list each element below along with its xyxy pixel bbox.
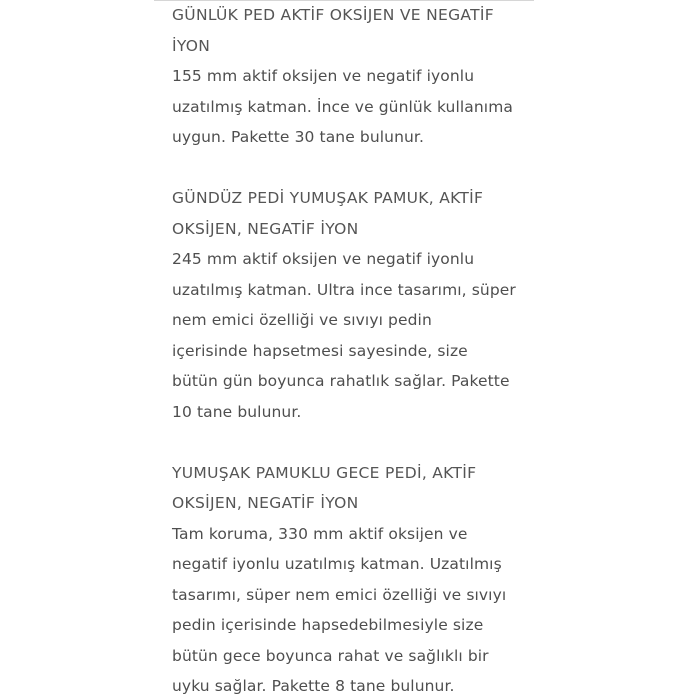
section-spacer [172,153,542,184]
section-body-line: negatif iyonlu uzatılmış katman. Uzatılmış [172,555,502,573]
section-body-line: uzatılmış katman. İnce ve günlük kullanıma [172,97,514,116]
product-section [172,0,542,153]
section-body-line: içerisinde hapsetmesi sayesinde, size [172,341,468,360]
section-body-line: uzatılmış katman. Ultra ince tasarımı, süper [172,280,516,299]
section-body-line: pedin içerisinde hapsedebilmesiyle size [172,616,484,634]
section-spacer [172,427,542,458]
section-body-line: uygun. Pakette 30 tane bulunur. [172,128,424,146]
section-title-line: GÜNDÜZ PEDİ YUMUŞAK PAMUK, AKTİF [172,189,484,207]
section-body-line: Tam koruma, 330 mm aktif oksijen ve [172,524,468,543]
section-title-line: OKSİJEN, NEGATİF İYON [172,494,359,512]
section-title-line: OKSİJEN, NEGATİF İYON [172,219,359,238]
section-body-line: tasarımı, süper nem emici özelliği ve sıvıyı [172,585,507,604]
section-body-line: nem emici özelliği ve sıvıyı pedin [172,311,432,329]
section-body-line: bütün gün boyunca rahatlık sağlar. Pakette [172,372,510,390]
section-title-line: İYON [172,36,211,55]
section-body-line: 10 tane bulunur. [172,402,302,421]
section-body-line: uyku sağlar. Pakette 8 tane bulunur. [172,677,455,695]
section-title-line: GÜNLÜK PED AKTİF OKSİJEN VE NEGATİF [172,6,494,24]
section-body-line: 245 mm aktif oksijen ve negatif iyonlu [172,250,475,268]
product-section [172,183,542,427]
product-description-list [172,0,542,700]
section-title-line: YUMUŞAK PAMUKLU GECE PEDİ, AKTİF [172,463,477,482]
section-body-line: bütün gece boyunca rahat ve sağlıklı bir [172,646,489,665]
product-section [172,458,542,700]
section-body-line: 155 mm aktif oksijen ve negatif iyonlu [172,67,475,85]
